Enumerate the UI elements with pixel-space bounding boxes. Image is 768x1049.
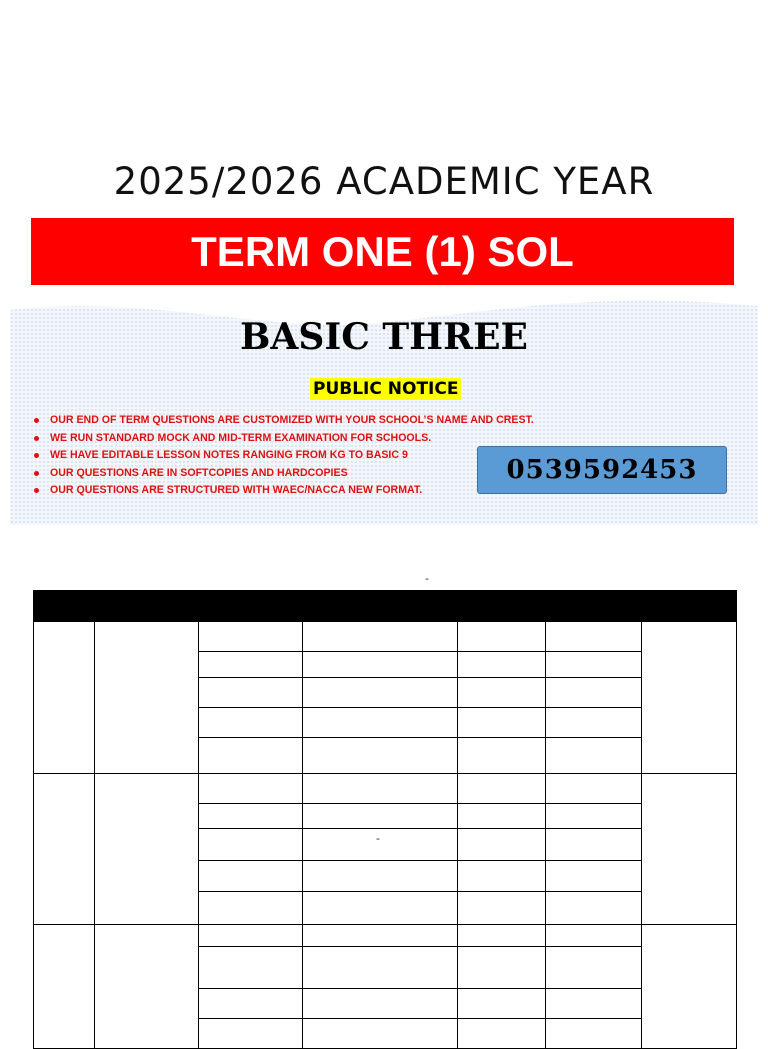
table-row xyxy=(34,622,737,652)
notice-item: WE HAVE EDITABLE LESSON NOTES RANGING FROM KG TO BASIC 9 xyxy=(34,447,534,465)
academic-year-heading: 2025/2026 ACADEMIC YEAR xyxy=(113,160,655,203)
term-title: TERM ONE (1) SOL xyxy=(191,227,574,275)
class-title: BASIC THREE xyxy=(240,316,528,358)
table-row xyxy=(34,774,737,804)
notice-item: OUR QUESTIONS ARE IN SOFTCOPIES AND HARDCOPIES xyxy=(34,465,534,483)
notice-list xyxy=(34,412,534,500)
phone-number: 0539592453 xyxy=(506,455,698,485)
term-banner xyxy=(31,218,734,285)
public-notice-heading: PUBLIC NOTICE xyxy=(310,378,461,400)
notice-item: WE RUN STANDARD MOCK AND MID-TERM EXAMINATION FOR SCHOOLS. xyxy=(34,430,534,448)
dash-mark: - xyxy=(425,572,429,585)
dash-mark: - xyxy=(376,832,380,845)
notice-item: OUR QUESTIONS ARE STRUCTURED WITH WAEC/NACCA NEW FORMAT. xyxy=(34,482,534,500)
table-header-row xyxy=(34,591,737,622)
notice-item: OUR END OF TERM QUESTIONS ARE CUSTOMIZED WITH YOUR SCHOOL’S NAME AND CREST. xyxy=(34,412,534,430)
table-row xyxy=(34,925,737,947)
phone-number-box xyxy=(477,446,727,494)
scheme-table xyxy=(33,590,737,1049)
